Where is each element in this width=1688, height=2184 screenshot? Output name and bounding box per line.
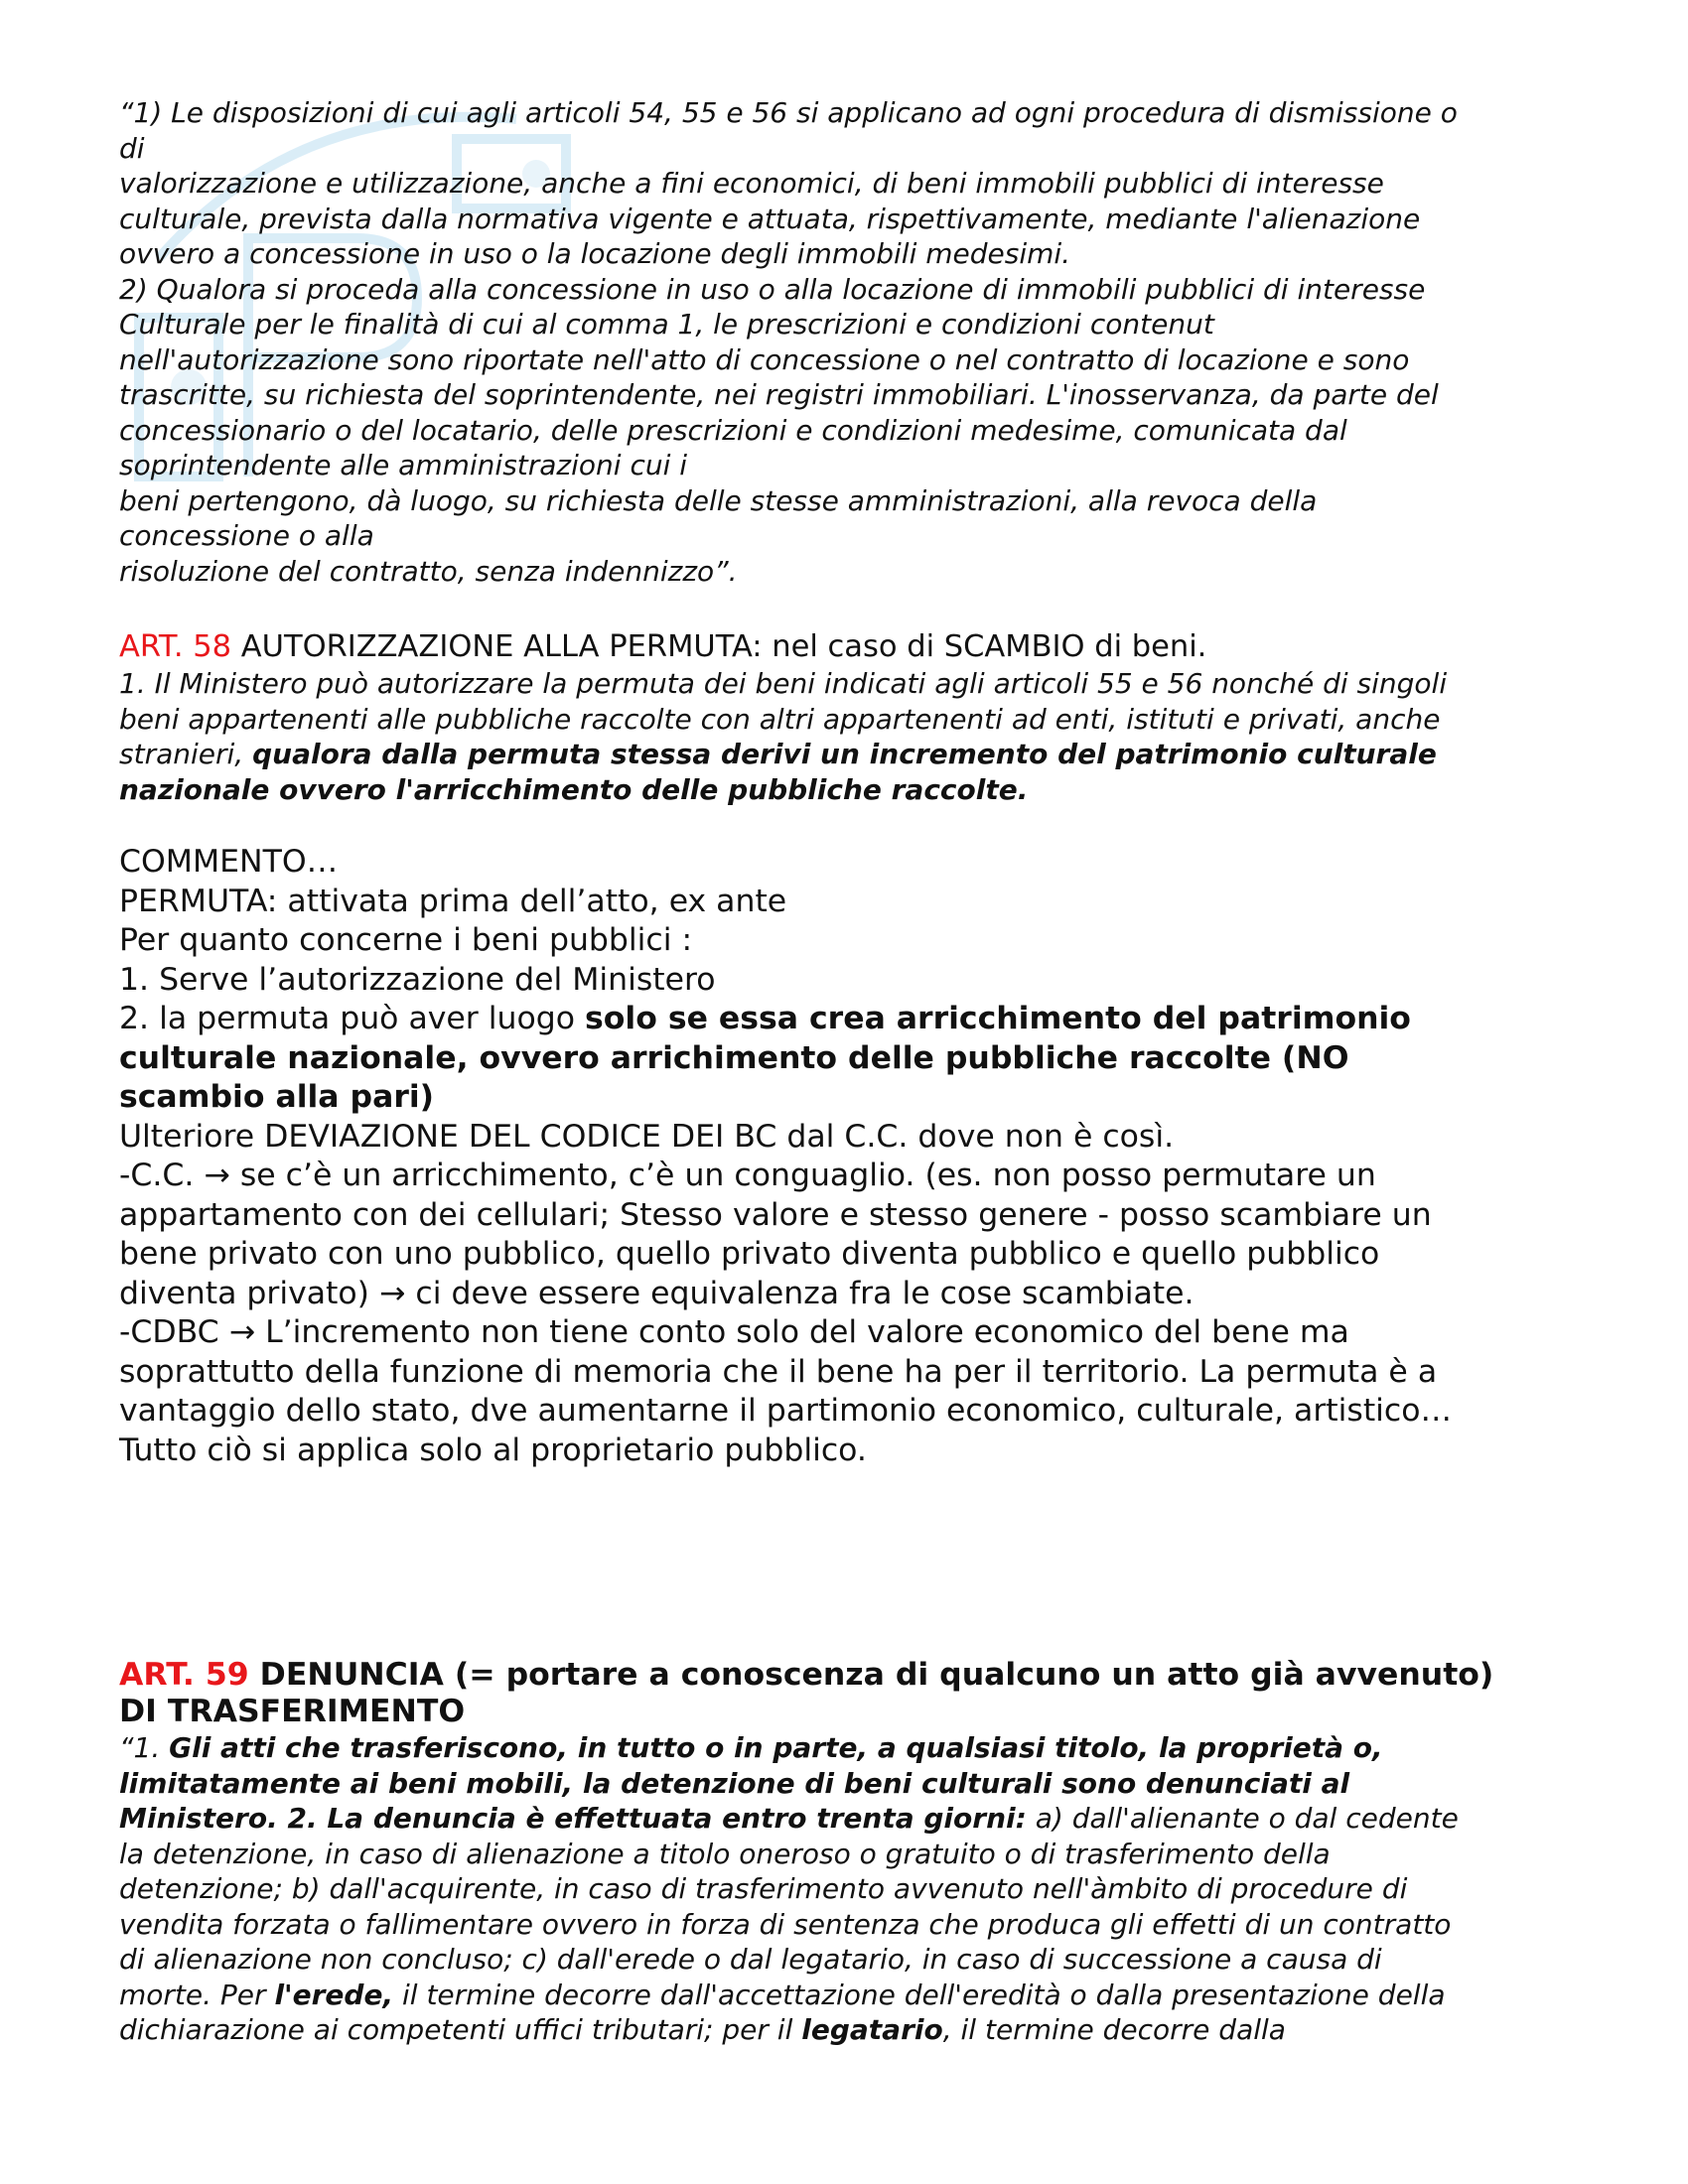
quote-line: 2) Qualora si proceda alla concessione in uso o alla locazione di immobili pubblici di interesse — [119, 272, 1426, 306]
art59-emphasis: Gli atti che trasferiscono, in tutto o in parte, a qualsiasi titolo, la proprietà o, — [169, 1731, 1383, 1764]
art59-heading-line — [119, 1657, 1589, 1694]
quote-line: risoluzione del contratto, senza indennizzo”. — [119, 554, 738, 588]
commento-line: Tutto ciò si applica solo al proprietario pubblico. — [119, 1432, 867, 1468]
commento-line: 1. Serve l’autorizzazione del Ministero — [119, 961, 716, 998]
commento-line: Per quanto concerne i beni pubblici : — [119, 922, 693, 958]
art58-line — [119, 737, 1589, 772]
art58-line — [119, 772, 1589, 808]
art59-line — [119, 1801, 1589, 1837]
commento-part: diventa privato) — [119, 1275, 379, 1311]
art58-line-part: stranieri, — [119, 738, 253, 770]
commento-emphasis: culturale nazionale, ovvero arrichimento delle pubbliche raccolte (NO — [119, 1039, 1349, 1076]
commento-line: COMMENTO… — [119, 844, 339, 880]
commento-line: appartamento con dei cellulari; Stesso valore e stesso genere - posso scambiare un — [119, 1196, 1432, 1233]
quote-line: beni pertengono, dà luogo, su richiesta delle stesse amministrazioni, alla revoca della — [119, 483, 1318, 517]
art59-part: il termine decorre dall'accettazione dell'eredità o dalla presentazione della — [393, 1978, 1446, 2011]
commento-part: -C.C. — [119, 1158, 205, 1193]
art59-line: la detenzione, in caso di alienazione a titolo oneroso o gratuito o di trasferimento della — [119, 1837, 1331, 1870]
art59-emphasis: Ministero. 2. La denuncia è effettuata entro trenta giorni: — [119, 1802, 1027, 1835]
commento-emphasis: solo se essa crea arricchimento del patrimonio — [585, 1001, 1411, 1036]
art59-line — [119, 1978, 1589, 2013]
art58-line: beni appartenenti alle pubbliche raccolte con altri appartenenti ad enti, istituti e privati, anche — [119, 702, 1441, 736]
art58-line: 1. Il Ministero può autorizzare la permuta dei beni indicati agli articoli 55 e 56 nonché di singoli — [119, 667, 1448, 700]
art59-part: “1. — [119, 1731, 170, 1764]
commento-line: Ulteriore DEVIAZIONE DEL CODICE DEI BC dal C.C. dove non è così. — [119, 1118, 1175, 1155]
art59-number: ART. 59 — [119, 1657, 249, 1693]
quote-line: di — [119, 131, 145, 165]
document-page — [119, 95, 1589, 2048]
art59-title: DENUNCIA (= portare a conoscenza di qualcuno un atto già avvenuto) — [248, 1657, 1494, 1693]
art58-emphasis: nazionale ovvero l'arricchimento delle pubbliche raccolte. — [119, 772, 1029, 806]
quote-line: Culturale per le finalità di cui al comma 1, le prescrizioni e condizioni contenut — [119, 308, 1214, 341]
commento-line — [119, 1313, 1589, 1353]
art59-heading-line: DI TRASFERIMENTO — [119, 1694, 466, 1729]
commento-part: 2. la permuta può aver luogo — [119, 1001, 586, 1036]
commento-part: se c’è un arricchimento, c’è un conguaglio. (es. non posso permutare un — [229, 1158, 1376, 1193]
quote-line: “1) Le disposizioni di cui agli articoli 54, 55 e 56 si applicano ad ogni procedura di dismissione o — [119, 96, 1458, 129]
commento-block — [119, 843, 1589, 1470]
art59-line: vendita forzata o fallimentare ovvero in forza di sentenza che produca gli effetti di un contratto — [119, 1907, 1452, 1941]
art59-part: dichiarazione ai competenti uffici tributari; per il — [119, 2013, 802, 2046]
art59-emphasis: l'erede, — [274, 1978, 394, 2011]
quote-line: soprintendente alle amministrazioni cui i — [119, 449, 688, 481]
art58-text — [119, 666, 1589, 807]
art57-quote — [119, 95, 1589, 589]
art59-heading — [119, 1657, 1589, 1730]
arrow-icon: → — [204, 1158, 230, 1193]
commento-part: ci deve essere equivalenza fra le cose scambiate. — [405, 1275, 1195, 1311]
art59-emphasis: legatario — [801, 2013, 943, 2046]
art59-line — [119, 2012, 1589, 2048]
arrow-icon: → — [228, 1314, 256, 1350]
art58-emphasis: qualora dalla permuta stessa derivi un incremento del patrimonio culturale — [252, 738, 1437, 770]
art59-line — [119, 1766, 1589, 1802]
quote-line: trascritte, su richiesta del soprintendente, nei registri immobiliari. L'inosservanza, da parte del — [119, 378, 1439, 411]
art59-part: morte. Per — [119, 1978, 275, 2011]
commento-line — [119, 1039, 1589, 1079]
commento-line: bene privato con uno pubblico, quello privato diventa pubblico e quello pubblico — [119, 1236, 1380, 1272]
quote-line: nell'autorizzazione sono riportate nell'atto di concessione o nel contratto di locazione e sono — [119, 342, 1410, 376]
commento-emphasis: scambio alla pari) — [119, 1079, 435, 1115]
art59-part: , il termine decorre dalla — [942, 2013, 1286, 2046]
commento-line: vantaggio dello stato, dve aumentarne il partimonio economico, culturale, artistico… — [119, 1393, 1453, 1429]
commento-line: soprattutto della funzione di memoria che il bene ha per il territorio. La permuta è a — [119, 1353, 1438, 1390]
commento-line — [119, 1078, 1589, 1118]
arrow-icon: → — [378, 1275, 406, 1311]
commento-part: L’incremento non tiene conto solo del valore economico del bene ma — [255, 1314, 1349, 1350]
art59-emphasis: limitatamente ai beni mobili, la detenzione di beni culturali sono denunciati al — [119, 1766, 1350, 1800]
art58-title: AUTORIZZAZIONE ALLA PERMUTA: nel caso di SCAMBIO di beni. — [231, 629, 1207, 664]
commento-line — [119, 1157, 1589, 1196]
quote-line: valorizzazione e utilizzazione, anche a fini economici, di beni immobili pubblici di interesse — [119, 167, 1384, 200]
art59-part: a) dall'alienante o dal cedente — [1026, 1802, 1459, 1835]
art59-line: detenzione; b) dall'acquirente, in caso di trasferimento avvenuto nell'àmbito di procedure di — [119, 1872, 1408, 1905]
quote-line: culturale, prevista dalla normativa vigente e attuata, rispettivamente, mediante l'alienazione — [119, 202, 1421, 235]
commento-part: -CDBC — [119, 1314, 229, 1350]
commento-line — [119, 1275, 1589, 1314]
quote-line: concessione o alla — [119, 519, 374, 552]
art59-line: di alienazione non concluso; c) dall'erede o dal legatario, in caso di successione a causa di — [119, 1943, 1382, 1976]
commento-line: PERMUTA: attivata prima dell’atto, ex ante — [119, 883, 787, 919]
art58-heading — [119, 628, 1589, 666]
quote-line: ovvero a concessione in uso o la locazione degli immobili medesimi. — [119, 237, 1071, 270]
quote-line: concessionario o del locatario, delle prescrizioni e condizioni medesime, comunicata dal — [119, 413, 1347, 447]
art59-text — [119, 1730, 1589, 2048]
art59-line — [119, 1730, 1589, 1766]
art58-number: ART. 58 — [119, 629, 232, 664]
commento-line — [119, 1000, 1589, 1039]
